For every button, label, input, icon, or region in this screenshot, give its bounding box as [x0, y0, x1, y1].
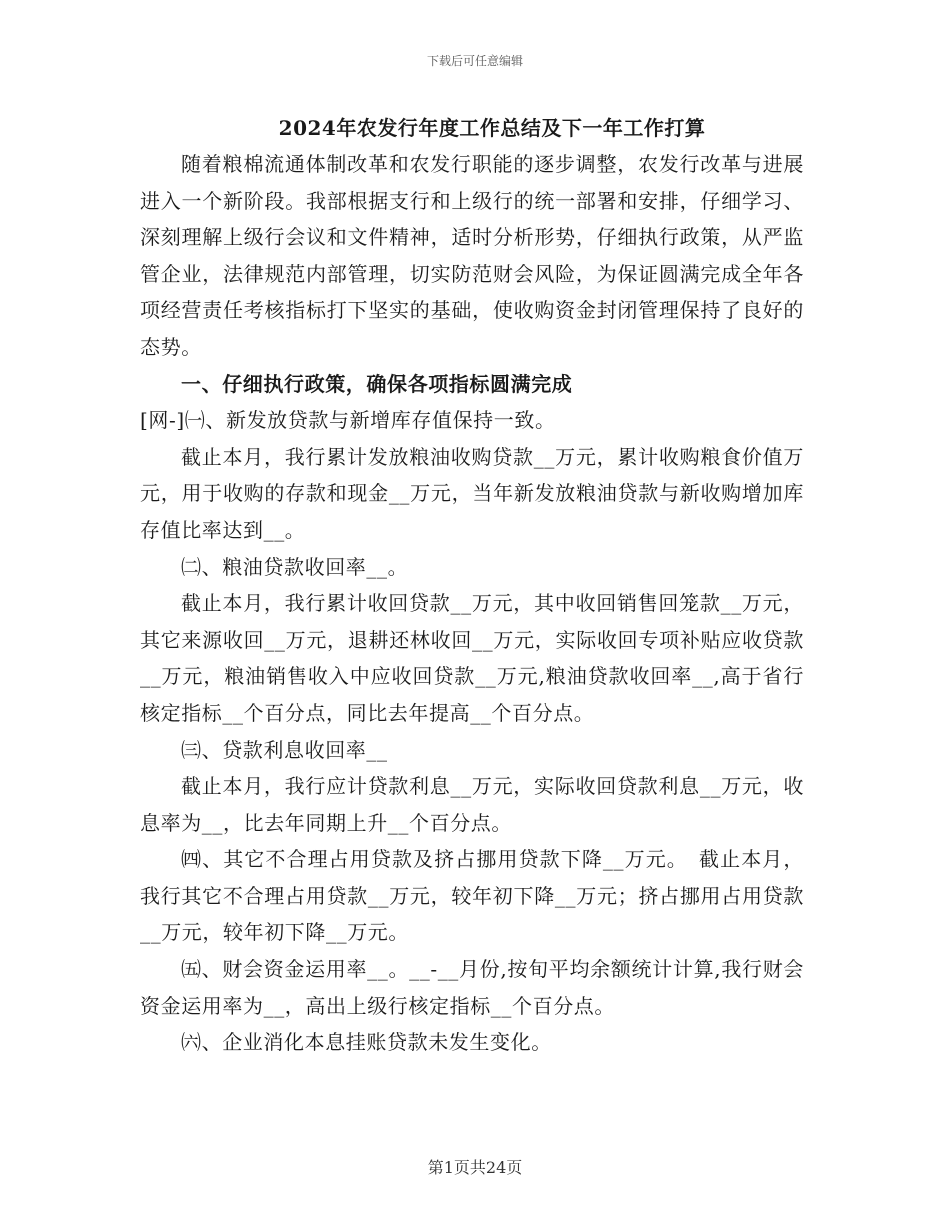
section-heading-1: 一、仔细执行政策，确保各项指标圆满完成 — [181, 371, 573, 396]
item-2-body: 截止本月，我行累计收回贷款__万元，其中收回销售回笼款__万元，其它来源收回__万元，退耕还林收回__万元，实际收回专项补贴应收贷款__万元，粮油销售收入中应收回贷款__万元,粮油贷款收回率__,高于省行核定指标__个百分点，同比去年提高__个百分点。 — [140, 591, 804, 725]
item-4-paragraph: ㈣、其它不合理占用贷款及挤占挪用贷款下降__万元。 截止本月，我行其它不合理占用贷款__万元，较年初下降__万元；挤占挪用占用贷款__万元，较年初下降__万元。 — [140, 847, 804, 945]
item-1-title: [网-]㈠、新发放贷款与新增库存值保持一致。 — [140, 408, 556, 433]
document-body — [140, 110, 804, 1061]
item-2-title: ㈡、粮油贷款收回率__。 — [181, 554, 409, 579]
intro-paragraph: 随着粮棉流通体制改革和农发行职能的逐步调整，农发行改革与进展进入一个新阶段。我部根据支行和上级行的统一部署和安排，仔细学习、深刻理解上级行会议和文件精神，适时分析形势，仔细执行政策，从严监管企业，法律规范内部管理，切实防范财会风险，为保证圆满完成全年各项经营责任考核指标打下坚实的基础，使收购资金封闭管理保持了良好的态势。 — [140, 152, 804, 359]
page-header-note: 下载后可任意编辑 — [426, 54, 523, 68]
page-number: 第1页共24页 — [427, 1158, 523, 1177]
item-1-body: 截止本月，我行累计发放粮油收购贷款__万元，累计收购粮食价值万元，用于收购的存款和现金__万元，当年新发放粮油贷款与新收购增加库存值比率达到__。 — [140, 444, 804, 542]
item-3-body: 截止本月，我行应计贷款利息__万元，实际收回贷款利息__万元，收息率为__，比去年同期上升__个百分点。 — [140, 774, 804, 835]
item-3-title: ㈢、贷款利息收回率__ — [181, 737, 388, 762]
document-title: 2024年农发行年度工作总结及下一年工作打算 — [278, 116, 706, 140]
item-5-paragraph: ㈤、财会资金运用率__。__-__月份,按旬平均余额统计计算,我行财会资金运用率为__，高出上级行核定指标__个百分点。 — [140, 957, 804, 1018]
item-6-paragraph: ㈥、企业消化本息挂账贷款未发生变化。 — [181, 1030, 552, 1055]
